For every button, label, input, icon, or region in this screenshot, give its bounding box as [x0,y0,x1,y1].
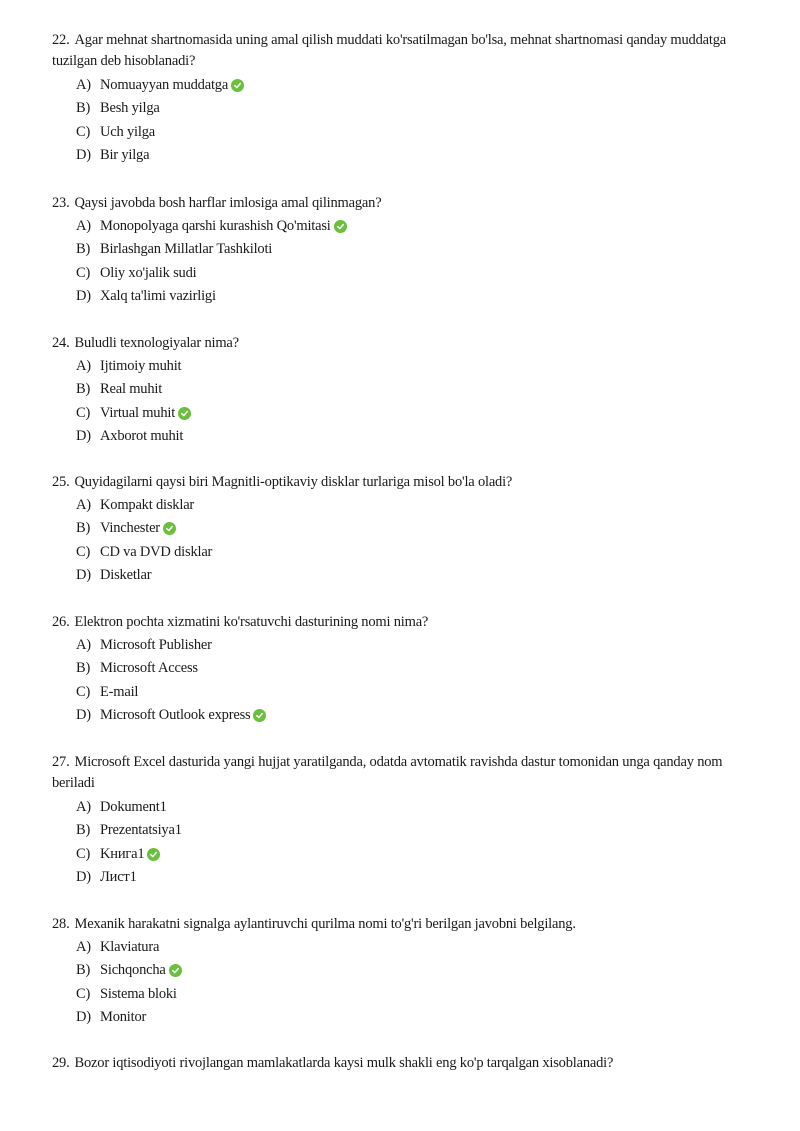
option-letter: C) [76,684,91,700]
option-text: Bir yilga [100,147,150,163]
answer-option[interactable] [76,819,182,842]
question-prompt: Buludli texnologiyalar nima? [74,335,239,351]
option-letter: C) [76,544,91,560]
option-text: Oliy xo'jalik sudi [100,265,197,281]
question-number: 25. [52,474,70,490]
option-letter: B) [76,520,91,536]
option-letter: C) [76,846,91,862]
option-text: Besh yilga [100,100,160,116]
option-text: Sichqoncha [100,962,166,978]
question-number: 26. [52,614,70,630]
question-number: 24. [52,335,70,351]
option-letter: D) [76,869,91,885]
answer-option[interactable] [76,494,194,517]
answer-option[interactable] [76,285,216,308]
option-letter: A) [76,218,91,234]
option-text: Uch yilga [100,124,155,140]
answer-option[interactable] [76,796,167,819]
question-text [52,472,732,493]
question-text [52,612,732,633]
option-letter: D) [76,147,91,163]
option-letter: A) [76,77,91,93]
option-text: Xalq ta'limi vazirligi [100,288,216,304]
option-text: Sistema bloki [100,986,177,1002]
option-letter: D) [76,1009,91,1025]
option-text: Real muhit [100,381,163,397]
check-circle-icon [253,709,266,722]
question-text [52,193,732,214]
option-letter: B) [76,962,91,978]
option-text: Monitor [100,1009,147,1025]
answer-option[interactable] [76,704,266,727]
option-letter: A) [76,939,91,955]
question-prompt: Quyidagilarni qaysi biri Magnitli-optikaviy disklar turlariga misol bo'la oladi? [74,474,513,490]
option-text: E-mail [100,684,139,700]
answer-option[interactable] [76,517,176,540]
option-letter: A) [76,358,91,374]
answer-option[interactable] [76,215,347,238]
answer-option[interactable] [76,657,198,680]
answer-option[interactable] [76,936,159,959]
question-text [52,333,732,354]
option-text: Virtual muhit [100,405,176,421]
option-letter: B) [76,822,91,838]
check-circle-icon [147,848,160,861]
answer-option[interactable] [76,959,182,982]
check-circle-icon [231,79,244,92]
option-letter: B) [76,660,91,676]
question-number: 27. [52,754,70,770]
question-prompt: Mexanik harakatni signalga aylantiruvchi qurilma nomi to'g'ri berilgan javobni belgilang. [74,916,576,932]
option-text: CD va DVD disklar [100,544,213,560]
option-text: Kнига1 [100,846,145,862]
answer-option[interactable] [76,634,212,657]
question-number: 23. [52,195,70,211]
option-text: Vinchester [100,520,160,536]
option-text: Microsoft Access [100,660,198,676]
option-letter: C) [76,265,91,281]
option-letter: D) [76,288,91,304]
option-text: Birlashgan Millatlar Tashkiloti [100,241,273,257]
answer-option[interactable] [76,564,151,587]
answer-option[interactable] [76,402,191,425]
question-text [52,30,732,72]
answer-option[interactable] [76,541,212,564]
option-letter: D) [76,567,91,583]
question-text [52,914,732,935]
answer-option[interactable] [76,378,162,401]
question-prompt: Bozor iqtisodiyoti rivojlangan mamlakatlarda kaysi mulk shakli eng ko'p tarqalgan xisoblanadi? [74,1055,614,1071]
question-prompt: Agar mehnat shartnomasida uning amal qilish muddati ko'rsatilmagan bo'lsa, mehnat shartnomasi qanday muddatga tuzilgan deb hisoblanadi? [52,32,727,69]
answer-option[interactable] [76,144,149,167]
question-number: 22. [52,32,70,48]
check-circle-icon [178,407,191,420]
answer-option[interactable] [76,1006,146,1029]
question-prompt: Microsoft Excel dasturida yangi hujjat yaratilganda, odatda avtomatik ravishda dastur tomonidan unga qanday nom beriladi [52,754,723,791]
answer-option[interactable] [76,74,244,97]
option-letter: A) [76,799,91,815]
option-text: Monopolyaga qarshi kurashish Qo'mitasi [100,218,331,234]
option-text: Prezentatsiya1 [100,822,182,838]
answer-option[interactable] [76,121,155,144]
question-prompt: Qaysi javobda bosh harflar imlosiga amal qilinmagan? [74,195,382,211]
option-letter: B) [76,381,91,397]
answer-option[interactable] [76,425,183,448]
option-text: Dokument1 [100,799,167,815]
option-letter: D) [76,428,91,444]
option-letter: C) [76,124,91,140]
option-letter: C) [76,986,91,1002]
option-letter: A) [76,497,91,513]
option-letter: C) [76,405,91,421]
check-circle-icon [163,522,176,535]
check-circle-icon [169,964,182,977]
option-text: Disketlar [100,567,152,583]
option-letter: D) [76,707,91,723]
option-text: Ijtimoiy muhit [100,358,182,374]
answer-option[interactable] [76,238,272,261]
question-number: 28. [52,916,70,932]
answer-option[interactable] [76,681,138,704]
answer-option[interactable] [76,983,177,1006]
answer-option[interactable] [76,866,137,889]
question-text [52,752,732,794]
question-prompt: Elektron pochta xizmatini ko'rsatuvchi dasturining nomi nima? [74,614,429,630]
question-number: 29. [52,1055,70,1071]
option-text: Лист1 [100,869,137,885]
option-text: Axborot muhit [100,428,184,444]
answer-option[interactable] [76,355,181,378]
option-text: Kompakt disklar [100,497,195,513]
check-circle-icon [334,220,347,233]
option-letter: A) [76,637,91,653]
answer-option[interactable] [76,97,160,120]
option-text: Nomuayyan muddatga [100,77,229,93]
option-letter: B) [76,100,91,116]
answer-option[interactable] [76,843,160,866]
option-text: Microsoft Publisher [100,637,212,653]
option-letter: B) [76,241,91,257]
question-text [52,1053,732,1074]
option-text: Microsoft Outlook express [100,707,251,723]
option-text: Klaviatura [100,939,160,955]
answer-option[interactable] [76,262,196,285]
